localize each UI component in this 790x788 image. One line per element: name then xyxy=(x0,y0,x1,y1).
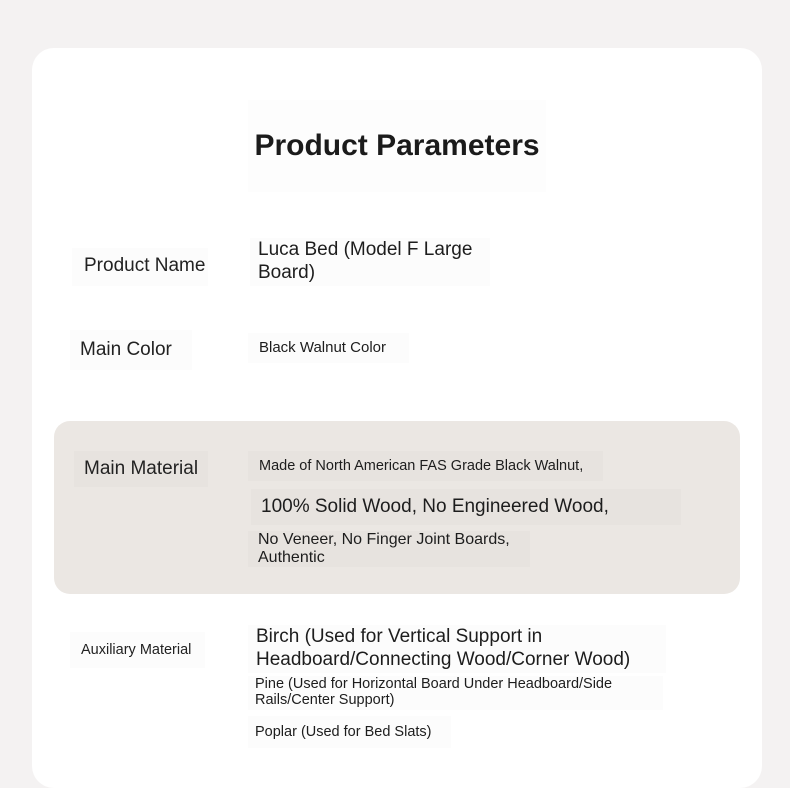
page-title: Product Parameters xyxy=(248,100,546,192)
main-color-label: Main Color xyxy=(70,330,192,370)
auxiliary-material-line-2: Pine (Used for Horizontal Board Under Headboard/Side Rails/Center Support) xyxy=(248,676,663,710)
main-color-value: Black Walnut Color xyxy=(248,333,409,363)
main-material-section xyxy=(54,421,740,594)
main-material-line-1: Made of North American FAS Grade Black Walnut, xyxy=(248,451,603,481)
product-name-label: Product Name xyxy=(72,248,208,286)
main-material-line-3: No Veneer, No Finger Joint Boards, Authentic xyxy=(248,531,530,567)
main-material-line-2: 100% Solid Wood, No Engineered Wood, xyxy=(251,489,681,525)
main-material-label: Main Material xyxy=(74,451,208,487)
auxiliary-material-line-1: Birch (Used for Vertical Support in Headboard/Connecting Wood/Corner Wood) xyxy=(248,625,666,673)
auxiliary-material-line-3: Poplar (Used for Bed Slats) xyxy=(248,716,451,748)
auxiliary-material-label: Auxiliary Material xyxy=(70,632,205,668)
product-name-value: Luca Bed (Model F Large Board) xyxy=(250,238,490,286)
